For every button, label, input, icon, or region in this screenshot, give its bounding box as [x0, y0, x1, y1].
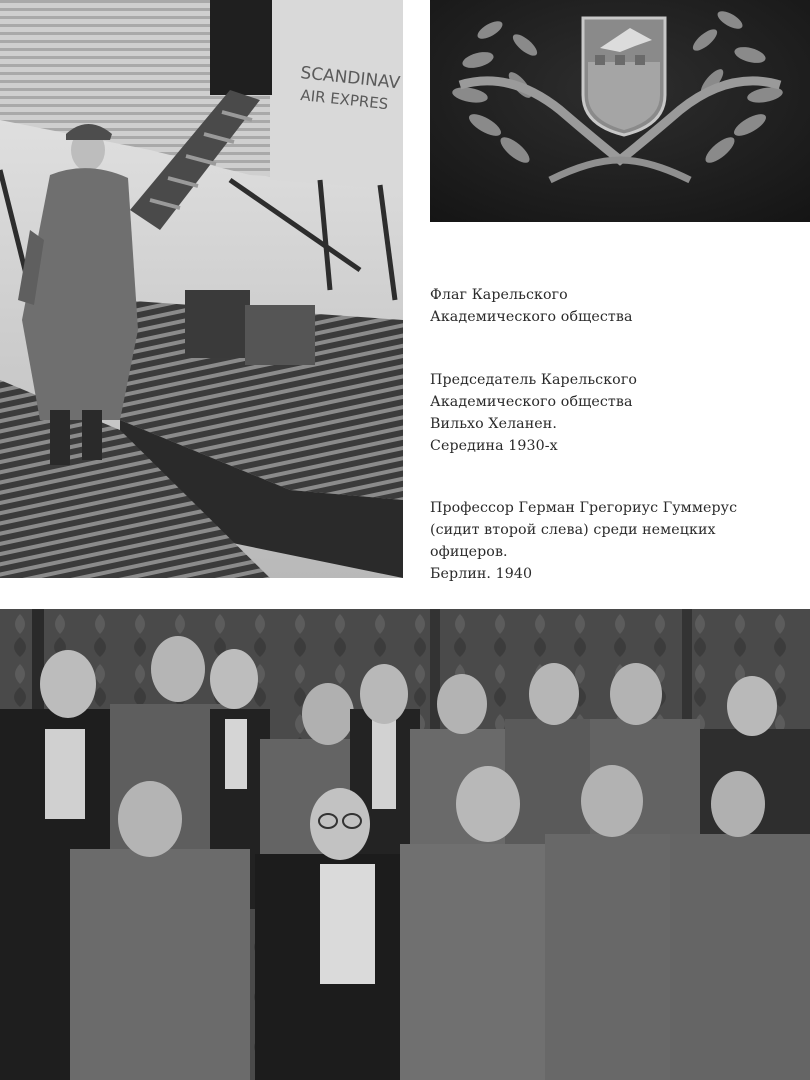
caption-chairman-line: Председатель Карельского — [430, 372, 637, 388]
caption-flag — [430, 284, 800, 328]
photo-group-portrait — [0, 609, 810, 1080]
caption-professor-line: офицеров. — [430, 544, 508, 560]
photo-flag — [430, 0, 810, 222]
group-portrait-image — [0, 609, 810, 1080]
fuselage-text-1: SCANDINAV — [299, 63, 402, 94]
seaplane-image — [0, 0, 403, 578]
caption-chairman — [430, 369, 800, 457]
flag-image — [430, 0, 810, 222]
caption-professor-line: Профессор Герман Грегориус Гуммерус — [430, 500, 738, 516]
caption-professor-line: (сидит второй слева) среди немецких — [430, 522, 716, 538]
caption-chairman-line: Академического общества — [430, 394, 633, 410]
caption-flag-line: Академического общества — [430, 309, 633, 325]
caption-chairman-line: Вильхо Хеланен. — [430, 416, 557, 432]
caption-professor-line: Берлин. 1940 — [430, 566, 533, 582]
caption-professor — [430, 497, 800, 585]
fuselage-text-2: AIR EXPRES — [299, 86, 390, 114]
photo-seaplane — [0, 0, 403, 578]
caption-flag-line: Флаг Карельского — [430, 287, 568, 303]
caption-chairman-line: Середина 1930-х — [430, 438, 558, 454]
